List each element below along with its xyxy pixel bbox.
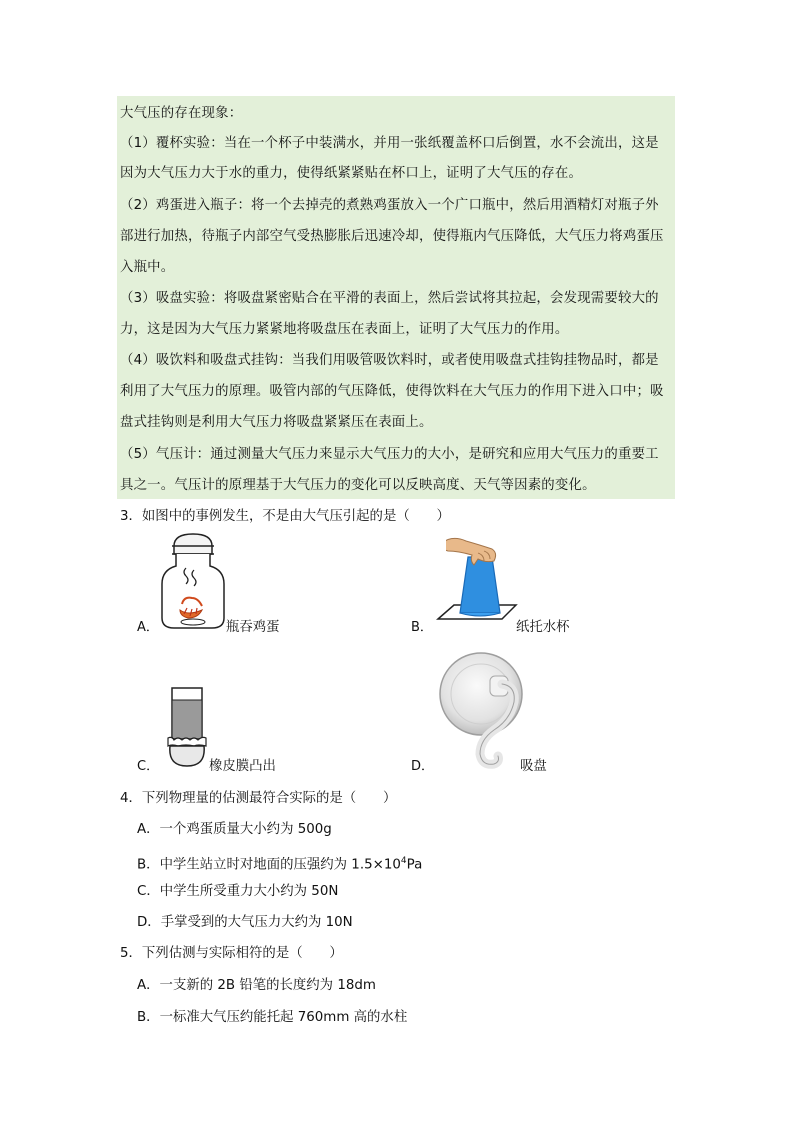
note-line: （4）吸饮料和吸盘式挂钩：当我们用吸管吸饮料时，或者使用吸盘式挂钩挂物品时，都是 — [120, 353, 659, 368]
note-line: 力，这是因为大气压力紧紧地将吸盘压在表面上，证明了大气压力的作用。 — [120, 322, 569, 337]
note-line: （3）吸盘实验：将吸盘紧密贴合在平滑的表面上，然后尝试将其拉起，会发现需要较大的 — [120, 291, 659, 306]
option-c-caption: 橡皮膜凸出 — [209, 759, 276, 774]
tube-membrane-figure — [164, 686, 210, 770]
cup-paper-figure — [434, 535, 518, 627]
question-5-option-b[interactable]: B．一标准大气压约能托起 760mm 高的水柱 — [137, 1010, 408, 1025]
note-line: 部进行加热，待瓶子内部空气受热膨胀后迅速冷却，使得瓶内气压降低，大气压力将鸡蛋压 — [120, 229, 664, 244]
option-c-letter[interactable]: C． — [137, 759, 160, 774]
option-a-letter[interactable]: A． — [137, 620, 159, 635]
question-4-stem: 4．下列物理量的估测最符合实际的是（ ） — [120, 791, 397, 806]
option-b-caption: 纸托水杯 — [516, 620, 570, 635]
note-title: 大气压的存在现象： — [120, 106, 243, 121]
option-d-letter[interactable]: D． — [411, 759, 435, 774]
unit: Pa — [406, 857, 423, 873]
question-5-option-a[interactable]: A．一支新的 2B 铅笔的长度约为 18dm — [137, 978, 376, 993]
question-4-option-d[interactable]: D．手掌受到的大气压力大约为 10N — [137, 915, 353, 930]
note-line: 盘式挂钩则是利用大气压力将吸盘紧紧压在表面上。 — [120, 415, 433, 430]
note-line: 利用了大气压力的原理。吸管内部的气压降低，使得饮料在大气压力的作用下进入口中；吸 — [120, 384, 664, 399]
note-line: （1）覆杯实验：当在一个杯子中装满水，并用一张纸覆盖杯口后倒置，水不会流出，这是 — [120, 136, 659, 151]
note-line: （5）气压计：通过测量大气压力来显示大气压力的大小，是研究和应用大气压力的重要工 — [120, 447, 659, 462]
option-d-caption: 吸盘 — [520, 759, 547, 774]
question-4-option-c[interactable]: C．中学生所受重力大小约为 50N — [137, 884, 339, 899]
question-5-stem: 5．下列估测与实际相符的是（ ） — [120, 946, 343, 961]
note-line: 入瓶中。 — [120, 260, 175, 275]
option-b-letter[interactable]: B． — [411, 620, 433, 635]
note-line: 因为大气压力大于水的重力，使得纸紧紧贴在杯口上，证明了大气压的存在。 — [120, 166, 583, 181]
exponent: 4 — [400, 856, 407, 866]
note-line: 具之一。气压计的原理基于大气压力的变化可以反映高度、天气等因素的变化。 — [120, 478, 596, 493]
option-b-text: B．中学生站立时对地面的压强约为 1.5×10 — [137, 857, 401, 873]
question-4-option-a[interactable]: A．一个鸡蛋质量大小约为 500g — [137, 822, 332, 837]
jar-egg-figure — [158, 532, 228, 632]
suction-cup-figure — [436, 650, 526, 772]
question-4-option-b[interactable] — [137, 851, 422, 875]
question-3-stem: 3．如图中的事例发生，不是由大气压引起的是（ ） — [120, 509, 450, 524]
note-line: （2）鸡蛋进入瓶子：将一个去掉壳的煮熟鸡蛋放入一个广口瓶中，然后用酒精灯对瓶子外 — [120, 198, 659, 213]
option-a-caption: 瓶吞鸡蛋 — [226, 620, 280, 635]
